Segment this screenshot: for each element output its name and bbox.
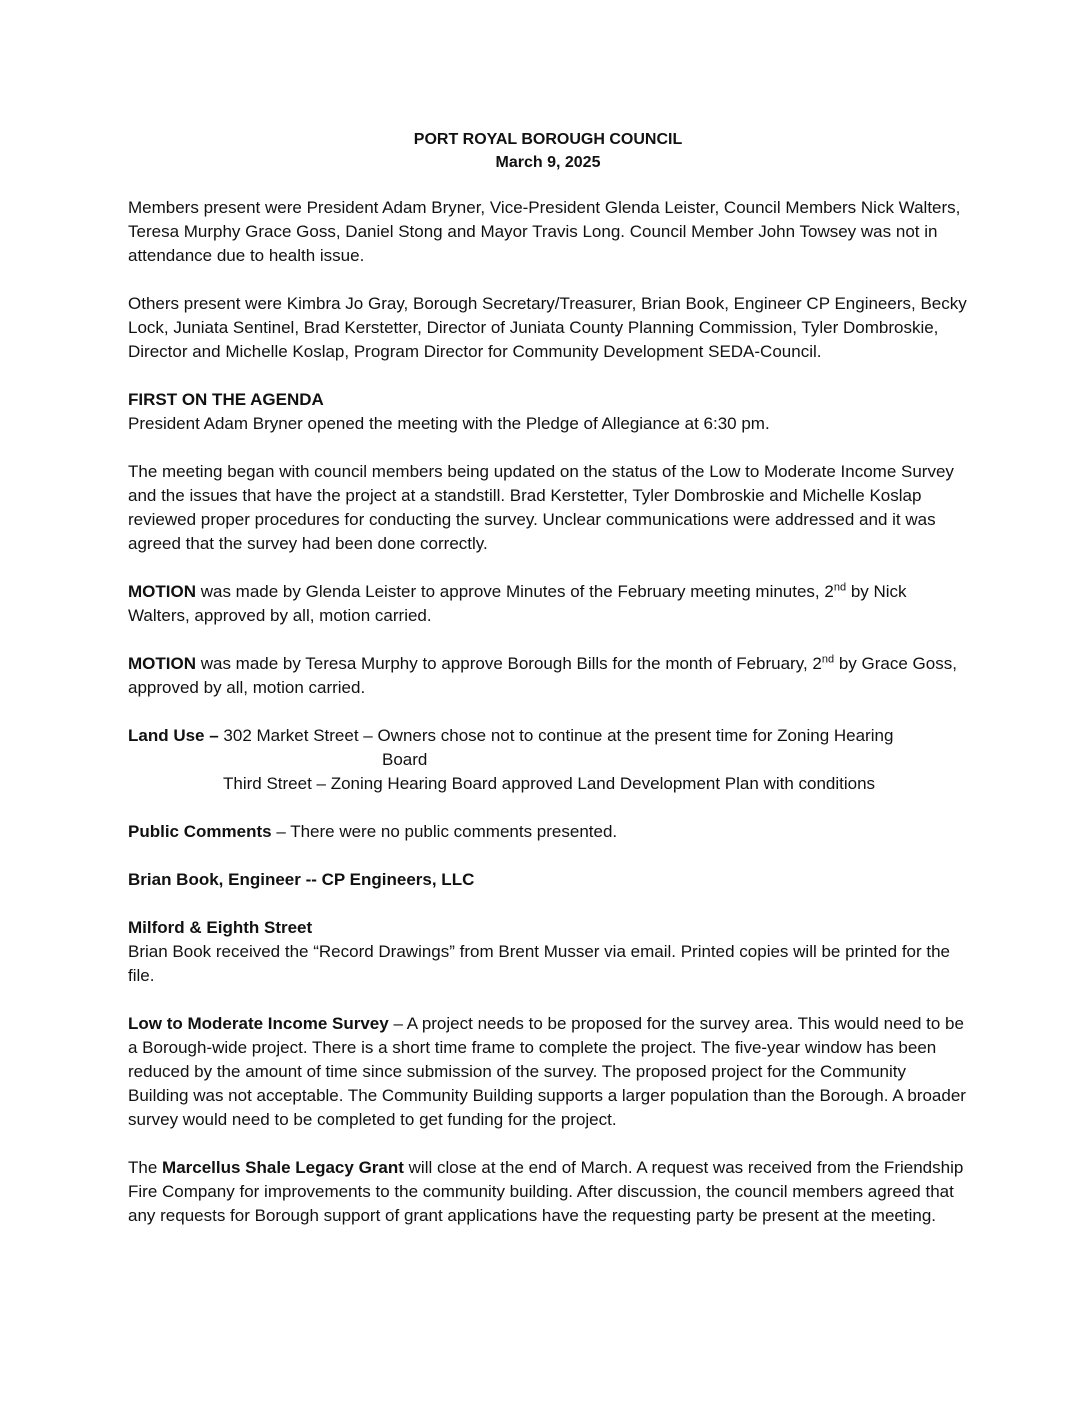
lmi-survey-paragraph xyxy=(128,1012,968,1132)
motion-label: MOTION xyxy=(128,654,196,673)
land-use-third-street: Third Street – Zoning Hearing Board approved Land Development Plan with conditions xyxy=(223,774,876,793)
meeting-date: March 9, 2025 xyxy=(495,154,601,171)
document-page xyxy=(128,128,968,1252)
members-present-paragraph: Members present were President Adam Bryner, Vice-President Glenda Leister, Council Members Nick Walters, Teresa Murphy Grace Goss, Daniel Stong and Mayor Travis Long. Council Member John Towsey was not in attendance due to health issue. xyxy=(128,198,961,265)
public-comments-text: – There were no public comments presented. xyxy=(271,822,618,841)
milford-heading: Milford & Eighth Street xyxy=(128,918,313,937)
motion-minutes-paragraph xyxy=(128,580,968,628)
first-agenda-heading: FIRST ON THE AGENDA xyxy=(128,390,324,409)
motion-bills-paragraph xyxy=(128,652,968,700)
land-use-section xyxy=(128,724,968,796)
grant-label: Marcellus Shale Legacy Grant xyxy=(162,1158,404,1177)
land-use-label: Land Use – xyxy=(128,726,219,745)
grant-paragraph xyxy=(128,1156,968,1228)
motion-text-end: by Grace Goss, approved by all, motion carried. xyxy=(128,654,957,697)
document-header xyxy=(128,128,968,174)
milford-section xyxy=(128,916,968,988)
lmi-survey-label: Low to Moderate Income Survey xyxy=(128,1014,389,1033)
land-use-market-street-cont: Board xyxy=(382,750,428,769)
public-comments-paragraph xyxy=(128,820,968,844)
public-comments-label: Public Comments xyxy=(128,822,272,841)
grant-text: will close at the end of March. A request was received from the Friendship Fire Company for improvements to the community building. After discussion, the council members agreed that any requests for Borough support of grant applications have the requesting party be present at the meeting. xyxy=(128,1158,964,1225)
meeting-began-paragraph: The meeting began with council members being updated on the status of the Low to Moderate Income Survey and the issues that have the project at a standstill. Brad Kerstetter, Tyler Dombroskie and Michelle Koslap reviewed proper procedures for conducting the survey. Unclear communications were addressed and it was agreed that the survey had been done correctly. xyxy=(128,462,954,553)
milford-text: Brian Book received the “Record Drawings” from Brent Musser via email. Printed copies will be printed for the file. xyxy=(128,942,951,985)
motion-label: MOTION xyxy=(128,582,196,601)
lmi-survey-text: – A project needs to be proposed for the survey area. This would need to be a Borough-wide project. There is a short time frame to complete the project. The five-year window has been reduced by the amount of time since submission of the survey. The proposed project for the Community Building was not acceptable. The Community Building supports a larger population than the Borough. A broader survey would need to be completed to get funding for the project. xyxy=(128,1014,966,1129)
first-agenda-section xyxy=(128,388,968,436)
ordinal-suffix: nd xyxy=(821,653,835,666)
motion-text: was made by Teresa Murphy to approve Borough Bills for the month of February, 2 xyxy=(196,654,822,673)
others-present-paragraph: Others present were Kimbra Jo Gray, Borough Secretary/Treasurer, Brian Book, Engineer CP Engineers, Becky Lock, Juniata Sentinel, Brad Kerstetter, Director of Juniata County Planning Commission, Tyler Dombroskie, Director and Michelle Koslap, Program Director for Community Development SEDA-Council. xyxy=(128,294,967,361)
motion-text: was made by Glenda Leister to approve Minutes of the February meeting minutes, 2 xyxy=(196,582,834,601)
grant-pre: The xyxy=(128,1158,163,1177)
ordinal-suffix: nd xyxy=(833,581,847,594)
council-title: PORT ROYAL BOROUGH COUNCIL xyxy=(413,131,683,148)
motion-text-end: by Nick Walters, approved by all, motion carried. xyxy=(128,582,907,625)
land-use-market-street: 302 Market Street – Owners chose not to continue at the present time for Zoning Hearing xyxy=(218,726,894,745)
engineer-heading: Brian Book, Engineer -- CP Engineers, LLC xyxy=(128,870,475,889)
first-agenda-text: President Adam Bryner opened the meeting with the Pledge of Allegiance at 6:30 pm. xyxy=(128,414,770,433)
